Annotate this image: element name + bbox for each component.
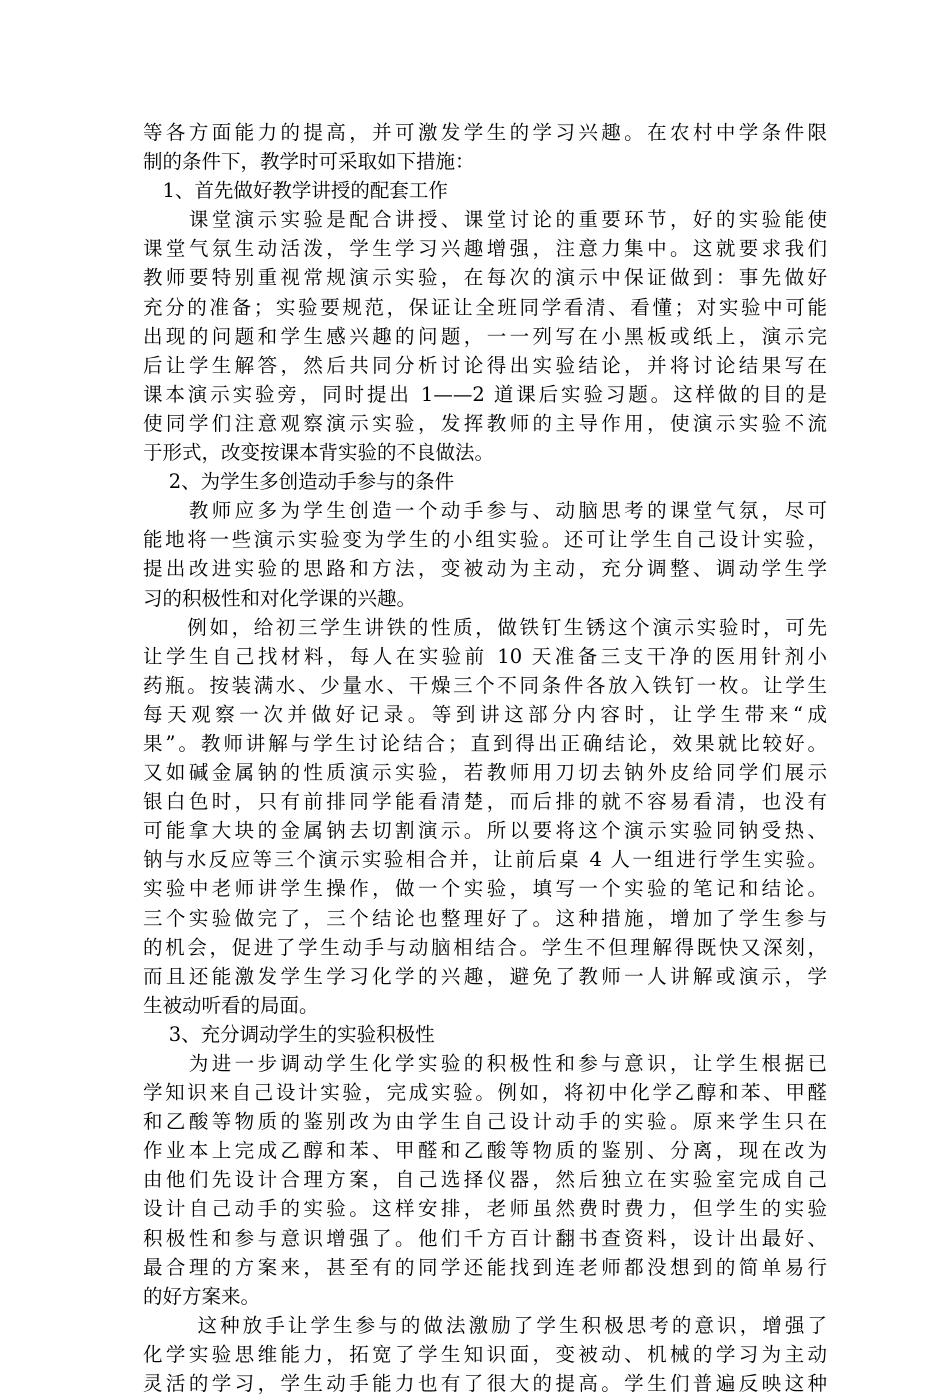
text-line: 灵活的学习，学生动手能力也有了很大的提高。学生们普遍反映这种 (143, 1372, 827, 1396)
text-line: 于形式，改变按课本背实验的不良做法。 (143, 441, 495, 465)
text-line: 充分的准备；实验要规范，保证让全班同学看清、看懂；对实验中可能 (143, 295, 827, 319)
text-line: 由他们先设计合理方案，自己选择仪器，然后独立在实验室完成自己 (143, 1168, 827, 1192)
text-line: 积极性和参与意识增强了。他们千方百计翻书查资料，设计出最好、 (143, 1226, 827, 1250)
text-line: 这种放手让学生参与的做法激励了学生积极思考的意识，增强了 (143, 1313, 827, 1337)
text-line: 又如碱金属钠的性质演示实验，若教师用刀切去钠外皮给同学们展示 (143, 761, 827, 785)
text-line: 最合理的方案来，甚至有的同学还能找到连老师都没想到的简单易行 (143, 1255, 827, 1279)
text-line: 化学实验思维能力，拓宽了学生知识面，变被动、机械的学习为主动 (143, 1342, 827, 1366)
text-line: 生被动听看的局面。 (143, 993, 319, 1017)
text-line: 学知识来自己设计实验，完成实验。例如，将初中化学乙醇和苯、甲醛 (143, 1081, 827, 1105)
text-line: 制的条件下，教学时可采取如下措施： (143, 150, 475, 174)
text-line: 例如，给初三学生讲铁的性质，做铁钉生锈这个演示实验时，可先 (143, 615, 827, 639)
text-line: 设计自己动手的实验。这样安排，老师虽然费时费力，但学生的实验 (143, 1197, 827, 1221)
text-line: 提出改进实验的思路和方法，变被动为主动，充分调整、调动学生学 (143, 557, 827, 581)
text-line: 习的积极性和对化学课的兴趣。 (143, 586, 417, 610)
text-line: 教师要特别重视常规演示实验，在每次的演示中保证做到：事先做好 (143, 266, 827, 290)
text-line: 后让学生解答，然后共同分析讨论得出实验结论，并将讨论结果写在 (143, 353, 827, 377)
text-line: 教师应多为学生创造一个动手参与、动脑思考的课堂气氛，尽可 (143, 499, 827, 523)
document-body (143, 118, 827, 1398)
text-line: 实验中老师讲学生操作，做一个实验，填写一个实验的笔记和结论。 (143, 877, 827, 901)
text-line: 2、为学生多创造动手参与的条件 (143, 470, 455, 494)
text-line: 银白色时，只有前排同学能看清楚，而后排的就不容易看清，也没有 (143, 790, 827, 814)
text-line: 等各方面能力的提高，并可激发学生的学习兴趣。在农村中学条件限 (143, 121, 827, 144)
text-line: 课本演示实验旁，同时提出 1——2 道课后实验习题。这样做的目的是 (143, 382, 827, 406)
text-line: 课堂演示实验是配合讲授、课堂讨论的重要环节，好的实验能使 (143, 208, 827, 232)
text-line: 让学生自己找材料，每人在实验前 10 天准备三支干净的医用针剂小 (143, 644, 827, 668)
text-line: 果”。教师讲解与学生讨论结合；直到得出正确结论，效果就比较好。 (143, 731, 827, 755)
text-line: 每天观察一次并做好记录。等到讲这部分内容时，让学生带来“成 (143, 702, 827, 726)
text-line: 钠与水反应等三个演示实验相合并，让前后桌 4 人一组进行学生实验。 (143, 848, 827, 872)
text-line: 药瓶。按装满水、少量水、干燥三个不同条件各放入铁钉一枚。让学生 (143, 673, 827, 697)
text-line: 而且还能激发学生学习化学的兴趣，避免了教师一人讲解或演示，学 (143, 964, 827, 988)
text-line: 的机会，促进了学生动手与动脑相结合。学生不但理解得既快又深刻， (143, 935, 827, 959)
text-line: 为进一步调动学生化学实验的积极性和参与意识，让学生根据已 (143, 1052, 827, 1075)
text-line: 1、首先做好教学讲授的配套工作 (143, 179, 448, 203)
text-line: 和乙酸等物质的鉴别改为由学生自己设计动手的实验。原来学生只在 (143, 1110, 827, 1134)
text-line: 三个实验做完了，三个结论也整理好了。这种措施，增加了学生参与 (143, 906, 827, 930)
text-line: 的好方案来。 (143, 1284, 261, 1308)
text-line: 使同学们注意观察演示实验，发挥教师的主导作用，使演示实验不流 (143, 411, 827, 435)
text-line: 课堂气氛生动活泼，学生学习兴趣增强，注意力集中。这就要求我们 (143, 237, 827, 261)
text-line: 出现的问题和学生感兴趣的问题，一一列写在小黑板或纸上，演示完 (143, 324, 827, 348)
text-line: 作业本上完成乙醇和苯、甲醛和乙酸等物质的鉴别、分离，现在改为 (143, 1139, 827, 1163)
text-line: 可能拿大块的金属钠去切割演示。所以要将这个演示实验同钠受热、 (143, 819, 827, 843)
text-line: 能地将一些演示实验变为学生的小组实验。还可让学生自己设计实验， (143, 528, 827, 552)
text-line: 3、充分调动学生的实验积极性 (143, 1022, 435, 1046)
